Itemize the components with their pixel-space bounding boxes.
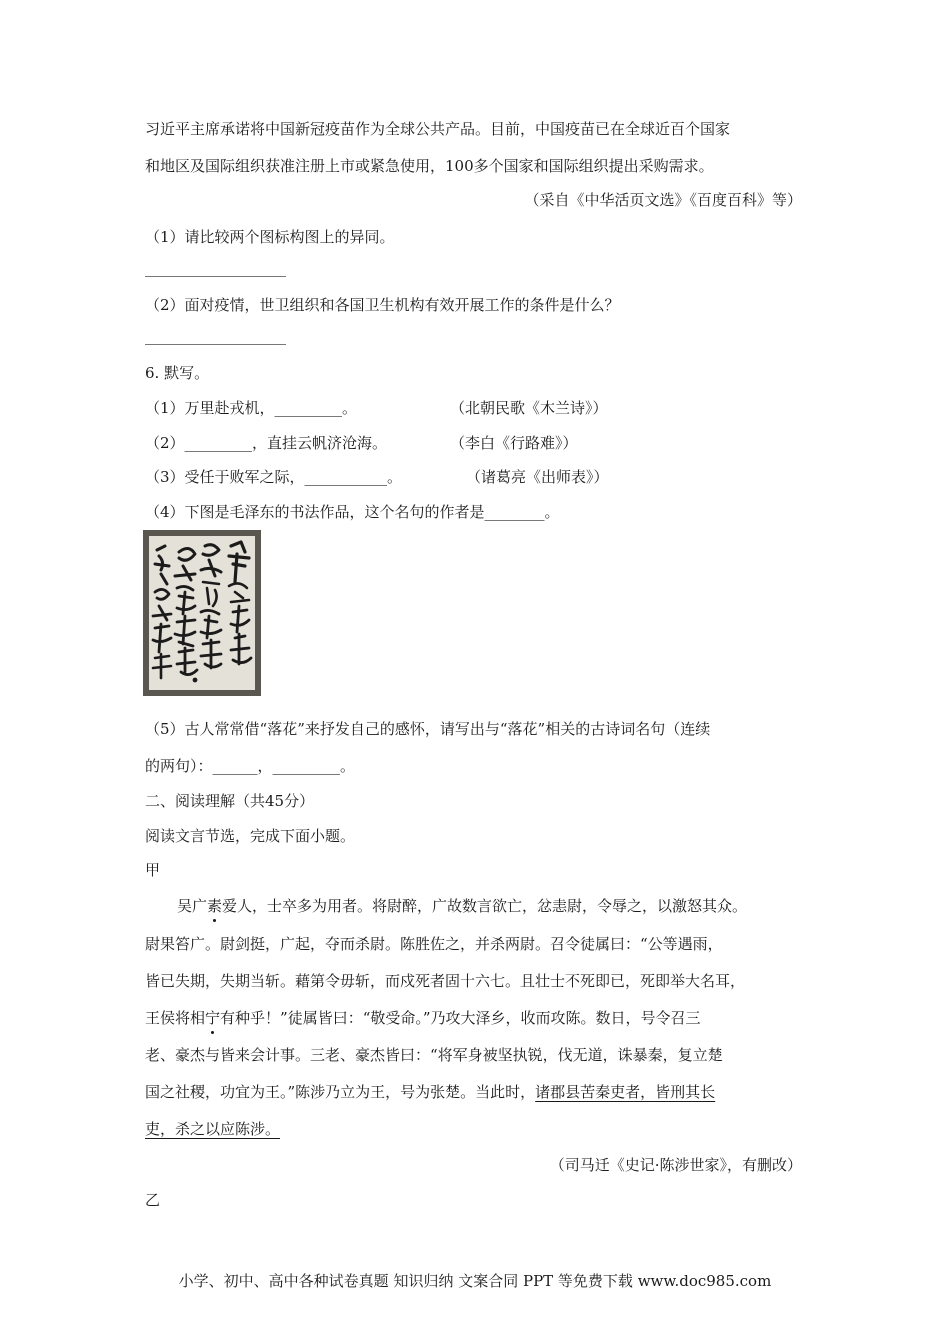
passage-line: 习近平主席承诺将中国新冠疫苗作为全球公共产品。目前，中国疫苗已在全球近百个国家: [145, 120, 731, 138]
page-footer: 小学、初中、高中各种试卷真题 知识归纳 文案合同 PPT 等免费下载 www.doc985.com: [178, 1272, 772, 1290]
item-source: （李白《行路难》）: [450, 434, 578, 452]
question-6-item-3: [145, 467, 402, 487]
answer-blank-line[interactable]: [145, 344, 286, 345]
question-6-item-5-line1: （5）古人常常借“落花”来抒发自己的感怀，请写出与“落花”相关的古诗词名句（连续: [145, 720, 711, 738]
emphasis-dot-char: 宁: [205, 1009, 221, 1027]
classical-text-line: [177, 896, 747, 916]
passage-label-jia: 甲: [145, 861, 161, 879]
classical-text-line: [145, 1082, 715, 1102]
question-6-item-5-line2: 的两句）：______，_________。: [145, 757, 356, 775]
classical-text-line: 老、豪杰与皆来会计事。三老、豪杰皆曰：“将军身被坚执锐，伐无道，诛暴秦，复立楚: [145, 1046, 723, 1064]
item-text: （2）_________，直挂云帆济沧海。: [145, 434, 388, 452]
passage-source: （采自《中华活页文选》《百度百科》等）: [524, 191, 802, 209]
question-6-item-2: [145, 433, 387, 453]
underlined-sentence: 吏，杀之以应陈涉。: [145, 1120, 281, 1138]
emphasis-dot-char: 素: [207, 897, 223, 915]
question-6-item-4: （4）下图是毛泽东的书法作品，这个名句的作者是________。: [145, 503, 560, 521]
classical-text-line: [145, 1119, 280, 1139]
question-5-2: （2）面对疫情，世卫组织和各国卫生机构有效开展工作的条件是什么？: [145, 296, 620, 314]
classical-text-line: 尉果笞广。尉剑挺，广起，夺而杀尉。陈胜佐之，并杀两尉。召令徒属曰：“公等遇雨，: [145, 935, 723, 953]
passage-source: （司马迁《史记·陈涉世家》，有删改）: [549, 1156, 802, 1174]
answer-blank-line[interactable]: [145, 276, 286, 277]
item-source: （诸葛亮《出师表》）: [466, 468, 609, 486]
question-6-item-1: [145, 398, 357, 418]
classical-text-span: 王侯将相宁有种乎！”徒属皆曰：“敬受命。”乃攻大泽乡，收而攻陈。数日，号令召三: [145, 1009, 701, 1027]
classical-text-span: 吴广素爱人，士卒多为用者。将尉醉，广故数言欲亡，忿恚尉，令辱之，以激怒其众。: [177, 897, 748, 915]
question-6-title: 6. 默写。: [145, 364, 210, 382]
classical-text-line: 皆已失期，失期当斩。藉第令毋斩，而戍死者固十六七。且壮士不死即已，死即举大名耳，: [145, 972, 746, 990]
section-heading: 二、阅读理解（共45分）: [145, 792, 315, 810]
passage-label-yi: 乙: [145, 1191, 161, 1209]
question-5-1: （1）请比较两个图标构图上的异同。: [145, 228, 395, 246]
calligraphy-image: [143, 530, 261, 696]
item-text: （1）万里赴戎机，_________。: [145, 399, 358, 417]
item-text: （3）受任于败军之际，___________。: [145, 468, 403, 486]
classical-text-span: 国之社稷，功宜为王。”陈涉乃立为王，号为张楚。当此时，: [145, 1083, 536, 1101]
passage-line: 和地区及国际组织获准注册上市或紧急使用，100多个国家和国际组织提出采购需求。: [145, 157, 714, 175]
calligraphy-strokes: [149, 536, 255, 690]
item-source: （北朝民歌《木兰诗》）: [450, 399, 608, 417]
classical-text-line: [145, 1008, 701, 1028]
underlined-sentence: 诸郡县苦秦吏者，皆刑其长: [535, 1083, 716, 1101]
section-instruction: 阅读文言节选，完成下面小题。: [145, 827, 356, 845]
